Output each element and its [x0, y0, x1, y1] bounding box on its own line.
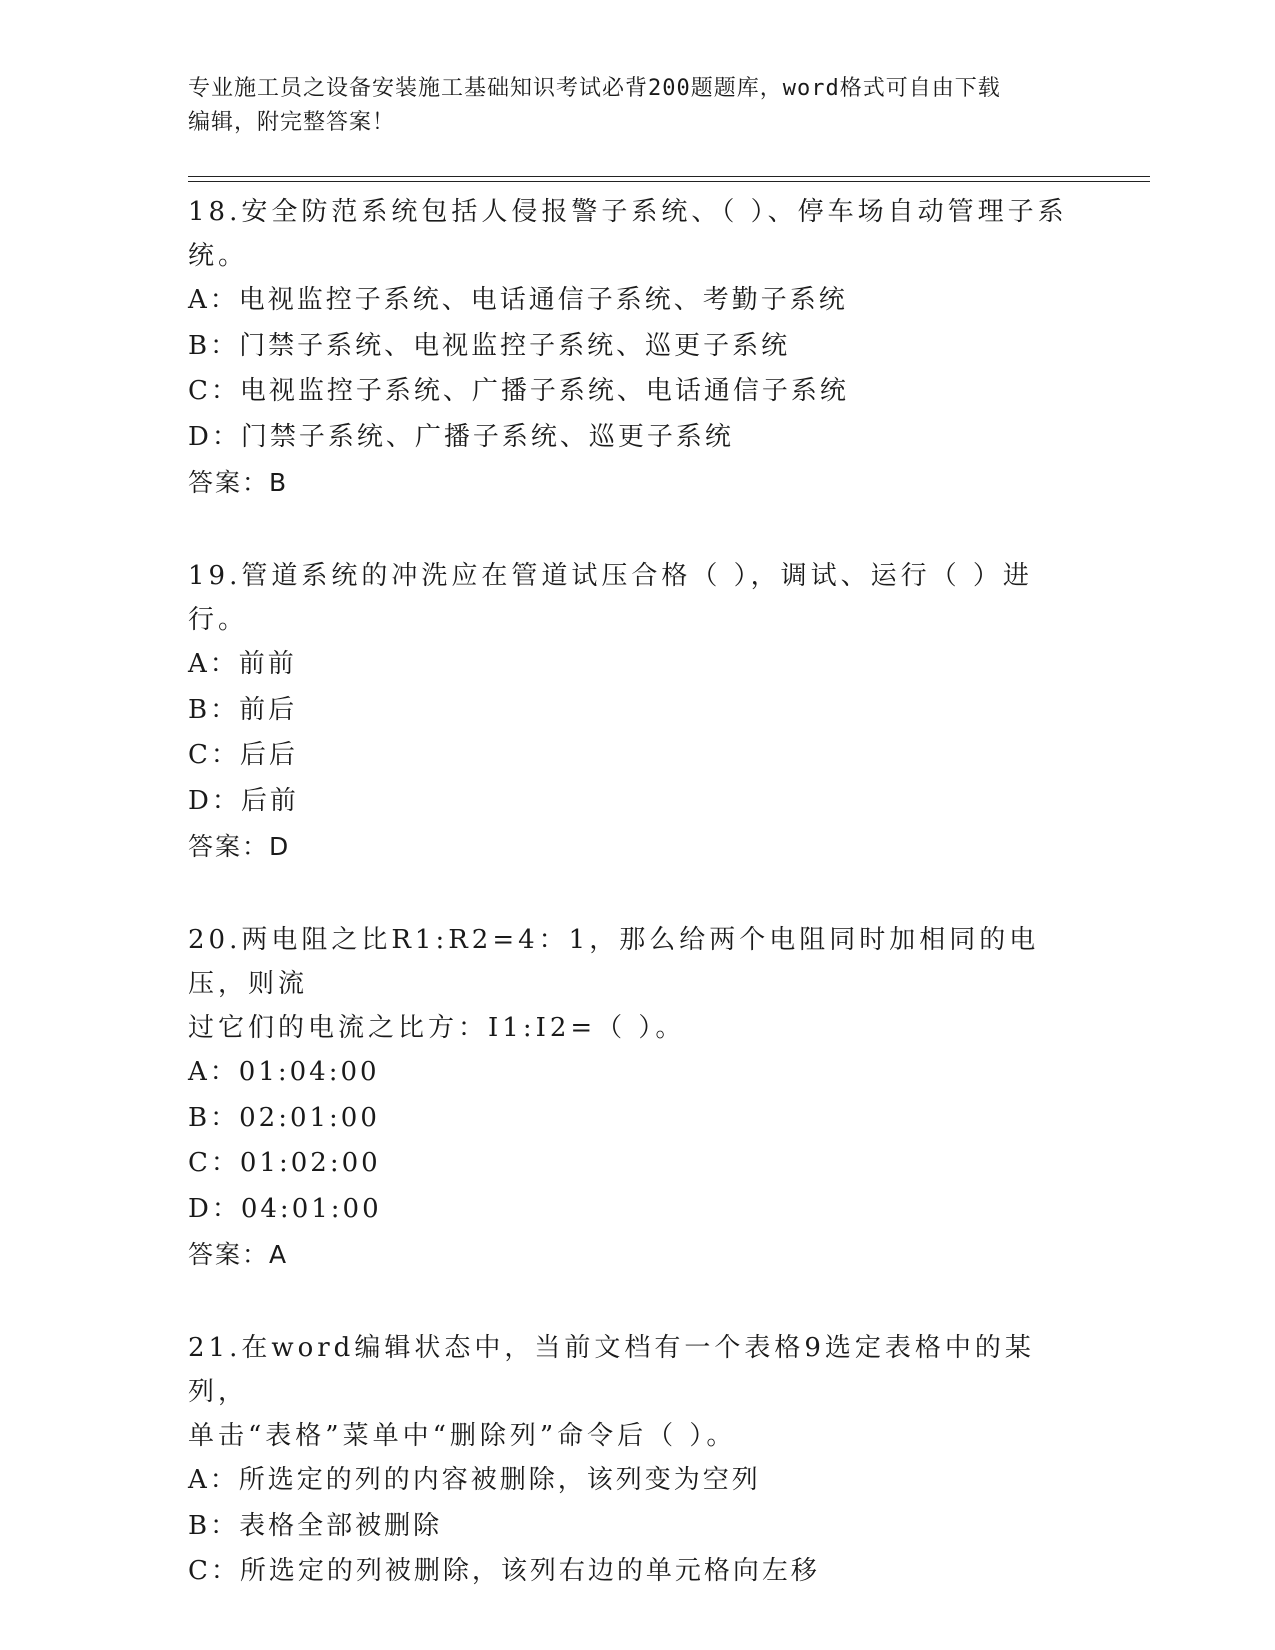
- option-b: B：表格全部被删除: [188, 1510, 443, 1541]
- option-b: B：门禁子系统、电视监控子系统、巡更子系统: [188, 330, 791, 361]
- option-c: C：01:02:00: [188, 1148, 381, 1178]
- question-stem: [188, 1324, 1088, 1458]
- question-stem-line-1: 21.在word编辑状态中，当前文档有一个表格9选定表格中的某列，: [188, 1333, 1035, 1407]
- header-line-1: 专业施工员之设备安装施工基础知识考试必背200题题库，word格式可自由下载: [188, 76, 1001, 101]
- option-c: C：电视监控子系统、广播子系统、电话通信子系统: [188, 376, 849, 406]
- question-stem: [188, 552, 1088, 642]
- option-d: D：门禁子系统、广播子系统、巡更子系统: [188, 421, 734, 452]
- header-divider-bottom: [188, 181, 1150, 182]
- question-stem-line-1: 19.管道系统的冲洗应在管道试压合格（ ），调试、运行（ ）进行。: [188, 561, 1033, 635]
- question-20: [188, 916, 1088, 1278]
- option-d: D：后前: [188, 785, 299, 816]
- question-list: [188, 188, 1088, 1641]
- question-stem: [188, 188, 1088, 278]
- option-c: C：后后: [188, 740, 298, 770]
- document-header: [188, 72, 1088, 140]
- option-a: A：所选定的列的内容被删除，该列变为空列: [188, 1465, 761, 1495]
- question-stem-line-1: 20.两电阻之比R1:R2=4：1，那么给两个电阻同时加相同的电压，则流: [188, 925, 1040, 999]
- answer: 答案：A: [188, 1240, 289, 1269]
- option-a: A：前前: [188, 649, 297, 679]
- option-a: A：01:04:00: [188, 1057, 380, 1087]
- option-d: D：04:01:00: [188, 1193, 382, 1224]
- question-stem-line-2: 过它们的电流之比方：I1:I2=（ ）。: [188, 1013, 686, 1043]
- option-b: B：02:01:00: [188, 1102, 380, 1133]
- option-b: B：前后: [188, 694, 298, 725]
- option-a: A：电视监控子系统、电话通信子系统、考勤子系统: [188, 285, 848, 315]
- question-stem-line-2: 单击“表格”菜单中“删除列”命令后（ ）。: [188, 1421, 737, 1451]
- question-stem-line-1: 18.安全防范系统包括人侵报警子系统、（ ）、停车场自动管理子系: [188, 197, 1068, 227]
- option-c: C：所选定的列被删除，该列右边的单元格向左移: [188, 1556, 820, 1586]
- answer: 答案：B: [188, 468, 289, 497]
- question-stem-line-2: 统。: [188, 241, 249, 271]
- question-18: [188, 188, 1088, 506]
- header-divider-top: [188, 176, 1150, 177]
- question-19: [188, 552, 1088, 870]
- answer: 答案：D: [188, 832, 291, 861]
- question-stem: [188, 916, 1088, 1050]
- header-line-2: 编辑，附完整答案！: [188, 110, 396, 135]
- question-21: [188, 1324, 1088, 1595]
